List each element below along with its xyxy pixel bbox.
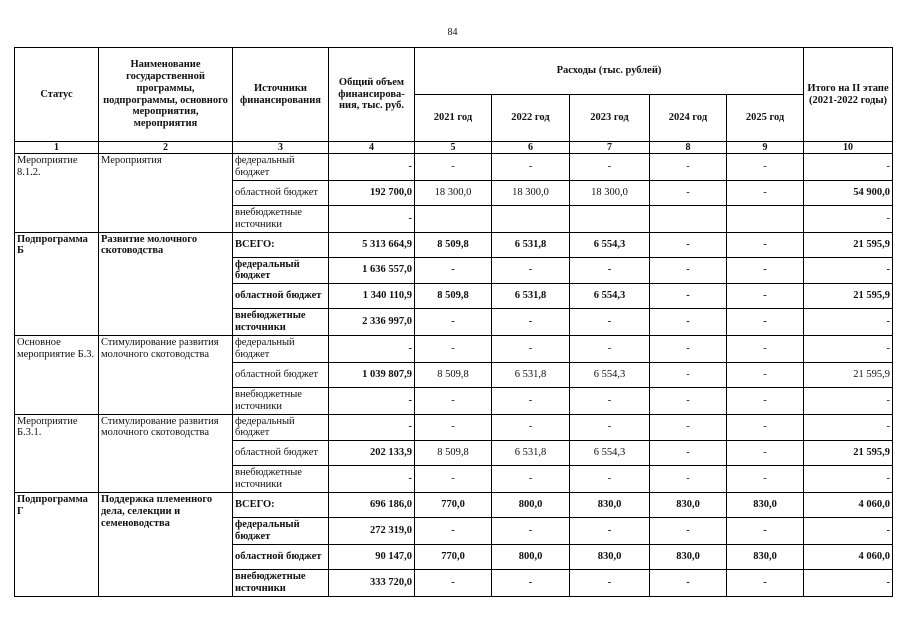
year-2022-cell: - <box>492 336 570 363</box>
header-status: Статус <box>15 48 99 142</box>
source-cell: ВСЕГО: <box>233 493 329 518</box>
total-cell: - <box>329 336 415 363</box>
source-cell: федеральный бюджет <box>233 518 329 545</box>
column-number: 3 <box>233 142 329 154</box>
year-2021-cell: - <box>415 518 492 545</box>
year-2023-cell: - <box>570 414 650 441</box>
column-number: 7 <box>570 142 650 154</box>
year-2021-cell <box>415 205 492 232</box>
year-2024-cell: - <box>650 154 727 181</box>
column-number: 6 <box>492 142 570 154</box>
year-2021-cell: 18 300,0 <box>415 180 492 205</box>
itog-cell: - <box>804 257 893 284</box>
year-2025-cell: - <box>727 466 804 493</box>
status-cell: Основное мероприятие Б.3. <box>15 336 99 415</box>
source-cell: федеральный бюджет <box>233 336 329 363</box>
itog-cell: 4 060,0 <box>804 493 893 518</box>
itog-cell: 54 900,0 <box>804 180 893 205</box>
year-2021-cell: - <box>415 257 492 284</box>
year-2021-cell: - <box>415 387 492 414</box>
year-2021-cell: - <box>415 414 492 441</box>
column-number: 1 <box>15 142 99 154</box>
itog-cell: 4 060,0 <box>804 544 893 569</box>
year-2025-cell: - <box>727 154 804 181</box>
itog-cell: - <box>804 569 893 596</box>
year-2024-cell: - <box>650 414 727 441</box>
status-cell: Мероприятие Б.3.1. <box>15 414 99 493</box>
source-cell: внебюджетные источники <box>233 466 329 493</box>
year-2021-cell: 8 509,8 <box>415 441 492 466</box>
header-sources: Источники финансирования <box>233 48 329 142</box>
year-2025-cell: - <box>727 362 804 387</box>
header-year-2022: 2022 год <box>492 95 570 142</box>
name-cell: Стимулирование развития молочного скотоводства <box>99 336 233 415</box>
itog-cell: 21 595,9 <box>804 362 893 387</box>
total-cell: 90 147,0 <box>329 544 415 569</box>
year-2021-cell: - <box>415 154 492 181</box>
total-cell: 272 319,0 <box>329 518 415 545</box>
total-cell: - <box>329 466 415 493</box>
year-2023-cell: 18 300,0 <box>570 180 650 205</box>
total-cell: 1 340 110,9 <box>329 284 415 309</box>
year-2023-cell: - <box>570 466 650 493</box>
table-row <box>15 154 893 181</box>
source-cell: областной бюджет <box>233 544 329 569</box>
year-2021-cell: 770,0 <box>415 493 492 518</box>
column-number: 2 <box>99 142 233 154</box>
year-2023-cell: - <box>570 518 650 545</box>
year-2022-cell: - <box>492 518 570 545</box>
year-2021-cell: - <box>415 466 492 493</box>
itog-cell: - <box>804 518 893 545</box>
itog-cell: - <box>804 414 893 441</box>
itog-cell: 21 595,9 <box>804 441 893 466</box>
year-2022-cell: 800,0 <box>492 544 570 569</box>
itog-cell: - <box>804 309 893 336</box>
itog-cell: - <box>804 336 893 363</box>
total-cell: - <box>329 154 415 181</box>
header-total: Общий объем финансирова-ния, тыс. руб. <box>329 48 415 142</box>
total-cell: - <box>329 205 415 232</box>
year-2024-cell: - <box>650 232 727 257</box>
status-cell: Мероприятие 8.1.2. <box>15 154 99 233</box>
itog-cell: - <box>804 387 893 414</box>
page-number: 84 <box>447 27 458 38</box>
year-2023-cell: - <box>570 569 650 596</box>
year-2024-cell: - <box>650 284 727 309</box>
year-2023-cell: 830,0 <box>570 493 650 518</box>
table-row <box>15 336 893 363</box>
year-2025-cell: - <box>727 257 804 284</box>
name-cell: Развитие молочного скотоводства <box>99 232 233 336</box>
year-2022-cell <box>492 205 570 232</box>
year-2021-cell: - <box>415 309 492 336</box>
header-year-2025: 2025 год <box>727 95 804 142</box>
year-2023-cell: - <box>570 309 650 336</box>
year-2021-cell: 770,0 <box>415 544 492 569</box>
name-cell: Мероприятия <box>99 154 233 233</box>
total-cell: 5 313 664,9 <box>329 232 415 257</box>
itog-cell: - <box>804 154 893 181</box>
header-name: Наименование государственной программы, подпрограммы, основного мероприятия, мероприятия <box>99 48 233 142</box>
table-row <box>15 493 893 518</box>
year-2022-cell: 6 531,8 <box>492 232 570 257</box>
year-2024-cell: - <box>650 336 727 363</box>
year-2024-cell: - <box>650 362 727 387</box>
year-2023-cell: 6 554,3 <box>570 441 650 466</box>
year-2022-cell: - <box>492 466 570 493</box>
name-cell: Поддержка племенного дела, селекции и семеноводства <box>99 493 233 597</box>
year-2023-cell: 6 554,3 <box>570 232 650 257</box>
name-cell: Стимулирование развития молочного скотоводства <box>99 414 233 493</box>
status-cell: Подпрограмма Б <box>15 232 99 336</box>
total-cell: 2 336 997,0 <box>329 309 415 336</box>
year-2024-cell <box>650 205 727 232</box>
header-itog: Итого на II этапе (2021-2022 годы) <box>804 48 893 142</box>
year-2025-cell: - <box>727 414 804 441</box>
year-2022-cell: - <box>492 414 570 441</box>
source-cell: внебюджетные источники <box>233 309 329 336</box>
source-cell: областной бюджет <box>233 441 329 466</box>
year-2025-cell: 830,0 <box>727 544 804 569</box>
source-cell: федеральный бюджет <box>233 257 329 284</box>
year-2025-cell: - <box>727 284 804 309</box>
year-2024-cell: - <box>650 569 727 596</box>
total-cell: - <box>329 387 415 414</box>
header-year-2023: 2023 год <box>570 95 650 142</box>
source-cell: областной бюджет <box>233 284 329 309</box>
year-2022-cell: 6 531,8 <box>492 362 570 387</box>
column-number-row <box>15 142 893 154</box>
column-number: 10 <box>804 142 893 154</box>
year-2025-cell: - <box>727 309 804 336</box>
year-2021-cell: 8 509,8 <box>415 232 492 257</box>
source-cell: областной бюджет <box>233 362 329 387</box>
column-number: 4 <box>329 142 415 154</box>
year-2024-cell: - <box>650 387 727 414</box>
year-2022-cell: - <box>492 257 570 284</box>
year-2025-cell: - <box>727 441 804 466</box>
year-2024-cell: - <box>650 180 727 205</box>
year-2022-cell: 800,0 <box>492 493 570 518</box>
itog-cell: - <box>804 205 893 232</box>
status-cell: Подпрограмма Г <box>15 493 99 597</box>
total-cell: 333 720,0 <box>329 569 415 596</box>
year-2023-cell: 830,0 <box>570 544 650 569</box>
source-cell: внебюджетные источники <box>233 569 329 596</box>
itog-cell: 21 595,9 <box>804 284 893 309</box>
table-row <box>15 232 893 257</box>
year-2021-cell: - <box>415 569 492 596</box>
source-cell: областной бюджет <box>233 180 329 205</box>
header-year-2024: 2024 год <box>650 95 727 142</box>
year-2023-cell: 6 554,3 <box>570 362 650 387</box>
year-2025-cell: - <box>727 180 804 205</box>
total-cell: 1 039 807,9 <box>329 362 415 387</box>
year-2024-cell: - <box>650 441 727 466</box>
year-2023-cell: - <box>570 154 650 181</box>
source-cell: внебюджетные источники <box>233 205 329 232</box>
year-2024-cell: - <box>650 257 727 284</box>
year-2025-cell: - <box>727 232 804 257</box>
itog-cell: - <box>804 466 893 493</box>
year-2024-cell: - <box>650 466 727 493</box>
year-2022-cell: - <box>492 569 570 596</box>
year-2025-cell <box>727 205 804 232</box>
table-row <box>15 414 893 441</box>
source-cell: внебюджетные источники <box>233 387 329 414</box>
year-2023-cell <box>570 205 650 232</box>
year-2025-cell: - <box>727 518 804 545</box>
column-number: 9 <box>727 142 804 154</box>
total-cell: 696 186,0 <box>329 493 415 518</box>
year-2022-cell: 6 531,8 <box>492 284 570 309</box>
table-body <box>15 154 893 597</box>
year-2025-cell: - <box>727 569 804 596</box>
total-cell: - <box>329 414 415 441</box>
year-2022-cell: - <box>492 309 570 336</box>
year-2022-cell: - <box>492 387 570 414</box>
year-2025-cell: 830,0 <box>727 493 804 518</box>
itog-cell: 21 595,9 <box>804 232 893 257</box>
total-cell: 202 133,9 <box>329 441 415 466</box>
budget-table <box>14 47 893 597</box>
total-cell: 192 700,0 <box>329 180 415 205</box>
source-cell: федеральный бюджет <box>233 414 329 441</box>
header-expenses: Расходы (тыс. рублей) <box>415 48 804 95</box>
year-2023-cell: - <box>570 257 650 284</box>
year-2021-cell: 8 509,8 <box>415 284 492 309</box>
source-cell: ВСЕГО: <box>233 232 329 257</box>
year-2023-cell: - <box>570 387 650 414</box>
year-2025-cell: - <box>727 387 804 414</box>
total-cell: 1 636 557,0 <box>329 257 415 284</box>
source-cell: федеральный бюджет <box>233 154 329 181</box>
column-number: 8 <box>650 142 727 154</box>
year-2021-cell: - <box>415 336 492 363</box>
year-2024-cell: - <box>650 518 727 545</box>
year-2022-cell: 18 300,0 <box>492 180 570 205</box>
year-2022-cell: - <box>492 154 570 181</box>
year-2024-cell: - <box>650 309 727 336</box>
year-2024-cell: 830,0 <box>650 544 727 569</box>
year-2024-cell: 830,0 <box>650 493 727 518</box>
year-2023-cell: 6 554,3 <box>570 284 650 309</box>
year-2023-cell: - <box>570 336 650 363</box>
year-2022-cell: 6 531,8 <box>492 441 570 466</box>
year-2021-cell: 8 509,8 <box>415 362 492 387</box>
header-year-2021: 2021 год <box>415 95 492 142</box>
year-2025-cell: - <box>727 336 804 363</box>
column-number: 5 <box>415 142 492 154</box>
